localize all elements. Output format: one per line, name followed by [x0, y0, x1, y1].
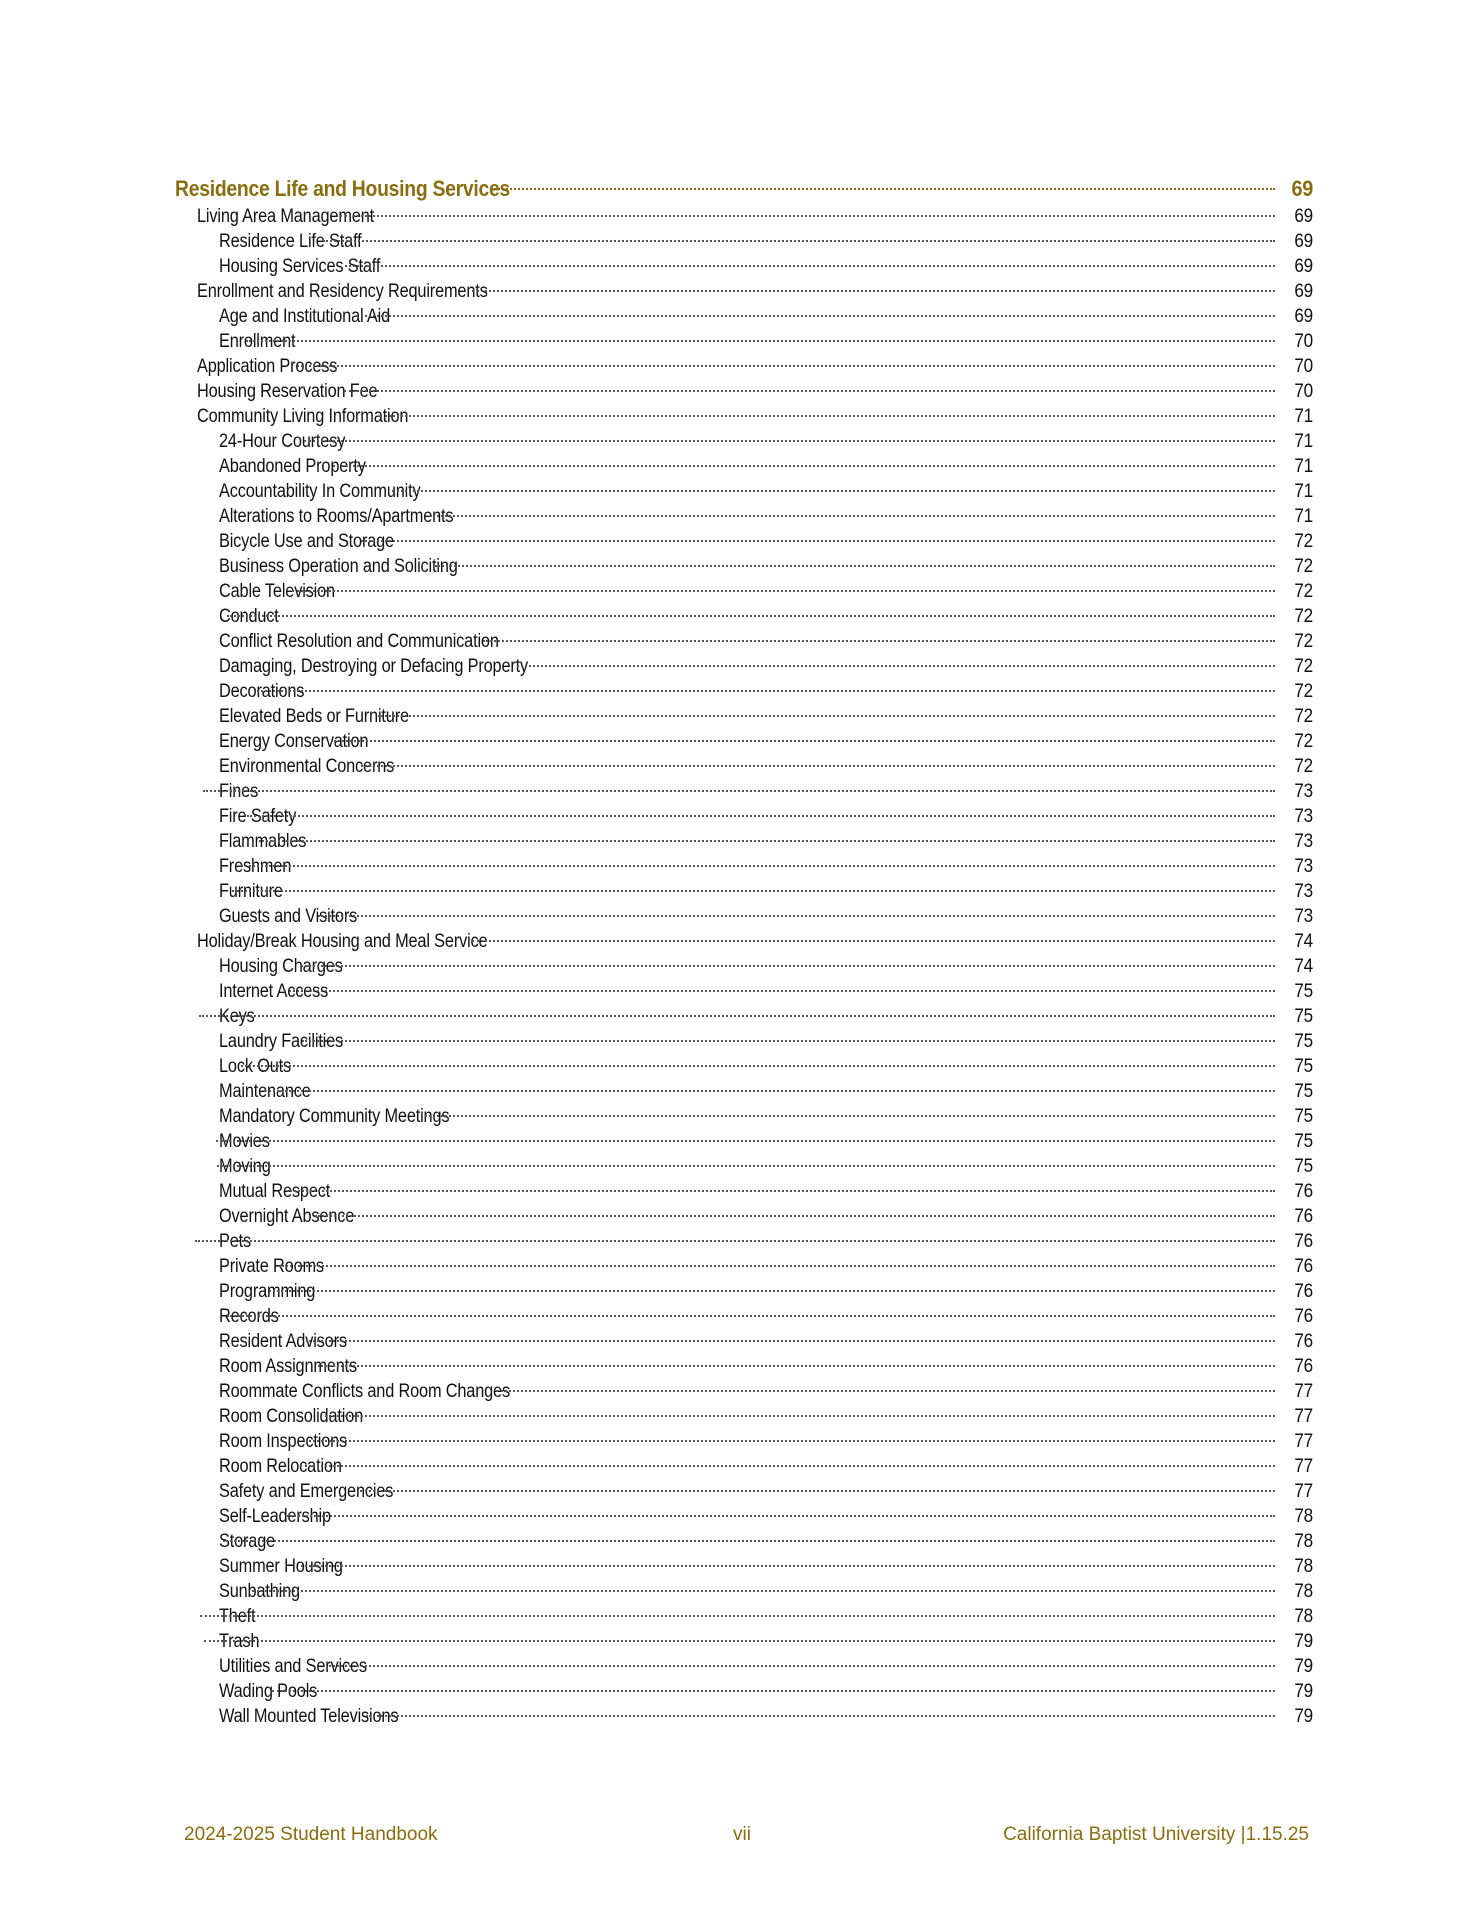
toc-dot-leader [269, 1290, 1275, 1292]
toc-entry-title: Age and Institutional Aid [219, 306, 391, 327]
toc-entry[interactable] [175, 954, 1313, 979]
toc-entry[interactable] [175, 1279, 1313, 1304]
toc-dot-leader [227, 615, 1275, 617]
toc-entry[interactable] [175, 1254, 1313, 1279]
toc-entry-page-number: 76 [1294, 1256, 1313, 1277]
toc-entry[interactable] [175, 254, 1313, 279]
toc-entry-page-number: 71 [1294, 406, 1313, 427]
toc-entry-page-number: 77 [1294, 1481, 1313, 1502]
toc-entry-title: Cable Television [219, 581, 335, 602]
toc-dot-leader [496, 1390, 1275, 1392]
toc-entry-page-number: 78 [1294, 1556, 1313, 1577]
toc-dot-leader [241, 865, 1275, 867]
toc-entry-title: Enrollment [219, 331, 296, 352]
toc-entry-title: Furniture [219, 881, 283, 902]
toc-entry-page-number: 69 [1294, 206, 1313, 227]
toc-entry-title: Damaging, Destroying or Defacing Property [219, 656, 529, 677]
toc-dot-leader [380, 415, 1275, 417]
toc-entry-title: Room Relocation [219, 1456, 342, 1477]
table-of-contents [175, 174, 1313, 1729]
toc-entry[interactable] [175, 1604, 1313, 1629]
toc-entry-title: Mutual Respect [219, 1181, 331, 1202]
toc-entry[interactable] [175, 329, 1313, 354]
toc-entry-title: Community Living Information [197, 406, 409, 427]
toc-dot-leader [340, 215, 1275, 217]
toc-dot-leader [331, 740, 1275, 742]
toc-entry-title: Freshmen [219, 856, 292, 877]
toc-entry-page-number: 78 [1294, 1606, 1313, 1627]
toc-entry[interactable] [175, 404, 1313, 429]
toc-entry-title: Records [219, 1306, 279, 1327]
toc-entry-page-number: 76 [1294, 1281, 1313, 1302]
toc-dot-leader [323, 240, 1275, 242]
toc-dot-leader [344, 390, 1275, 392]
toc-entry-title: Business Operation and Soliciting [219, 556, 458, 577]
toc-entry-title: Programming [219, 1281, 316, 1302]
toc-entry-title: Decorations [219, 681, 305, 702]
toc-dot-leader [425, 1115, 1275, 1117]
toc-entry[interactable] [175, 904, 1313, 929]
toc-entry-page-number: 72 [1294, 681, 1313, 702]
toc-entry-title: Resident Advisors [219, 1331, 347, 1352]
toc-entry-title: Trash [219, 1631, 260, 1652]
toc-entry-page-number: 79 [1294, 1681, 1313, 1702]
toc-dot-leader [430, 515, 1275, 517]
toc-entry-page-number: 73 [1294, 906, 1313, 927]
toc-dot-leader [203, 790, 1275, 792]
toc-entry[interactable] [175, 654, 1313, 679]
toc-dot-leader [345, 265, 1275, 267]
toc-dot-leader [360, 1490, 1275, 1492]
toc-dot-leader [328, 465, 1275, 467]
toc-entry[interactable] [175, 1654, 1313, 1679]
toc-entry-page-number: 77 [1294, 1456, 1313, 1477]
toc-dot-leader [315, 1215, 1275, 1217]
toc-entry-title: Room Assignments [219, 1356, 358, 1377]
toc-dot-leader [366, 1715, 1275, 1717]
toc-entry-page-number: 75 [1294, 1056, 1313, 1077]
toc-entry-page-number: 70 [1294, 331, 1313, 352]
toc-entry[interactable] [175, 529, 1313, 554]
toc-entry[interactable] [175, 1054, 1313, 1079]
toc-entry-page-number: 74 [1294, 956, 1313, 977]
toc-entry-page-number: 79 [1294, 1656, 1313, 1677]
toc-entry[interactable] [175, 1479, 1313, 1504]
toc-entry-page-number: 71 [1294, 506, 1313, 527]
toc-entry[interactable] [175, 1129, 1313, 1154]
toc-entry-title: Laundry Facilities [219, 1031, 344, 1052]
toc-entry-page-number: 70 [1294, 356, 1313, 377]
toc-entry[interactable] [175, 1179, 1313, 1204]
toc-dot-leader [318, 1365, 1275, 1367]
toc-entry-title: Self-Leadership [219, 1506, 331, 1527]
toc-entry[interactable] [175, 829, 1313, 854]
toc-entry-title: Elevated Beds or Furniture [219, 706, 409, 727]
toc-dot-leader [297, 365, 1275, 367]
toc-dot-leader [301, 965, 1275, 967]
toc-entry[interactable] [175, 354, 1313, 379]
toc-entry-title: Wading Pools [219, 1681, 318, 1702]
toc-dot-leader [195, 1240, 1275, 1242]
toc-entry-page-number: 76 [1294, 1331, 1313, 1352]
toc-entry-title: Private Rooms [219, 1256, 324, 1277]
toc-entry-page-number: 71 [1294, 431, 1313, 452]
toc-entry[interactable] [175, 1404, 1313, 1429]
toc-entry[interactable] [175, 1204, 1313, 1229]
toc-entry-title: Abandoned Property [219, 456, 366, 477]
toc-entry[interactable] [175, 979, 1313, 1004]
toc-entry[interactable] [175, 1079, 1313, 1104]
toc-entry-title: Maintenance [219, 1081, 311, 1102]
footer-document-title: 2024-2025 Student Handbook [184, 1824, 438, 1845]
toc-entry-title: Residence Life and Housing Services [175, 176, 511, 201]
toc-entry-title: Pets [219, 1231, 252, 1252]
toc-entry-page-number: 78 [1294, 1581, 1313, 1602]
toc-entry[interactable] [175, 554, 1313, 579]
toc-entry-page-number: 74 [1294, 931, 1313, 952]
toc-entry[interactable] [175, 1679, 1313, 1704]
toc-dot-leader [491, 188, 1275, 190]
toc-entry-page-number: 79 [1294, 1631, 1313, 1652]
toc-entry-title: Wall Mounted Televisions [219, 1706, 399, 1727]
toc-entry-title: Room Inspections [219, 1431, 348, 1452]
toc-entry-title: Keys [219, 1006, 255, 1027]
toc-entry[interactable] [175, 1579, 1313, 1604]
toc-entry-page-number: 73 [1294, 831, 1313, 852]
toc-entry-page-number: 69 [1294, 306, 1313, 327]
toc-dot-leader [356, 315, 1275, 317]
toc-entry-title: Conduct [219, 606, 279, 627]
toc-dot-leader [246, 340, 1275, 342]
toc-dot-leader [318, 915, 1275, 917]
toc-entry-title: Accountability In Community [219, 481, 421, 502]
toc-entry-page-number: 69 [1291, 176, 1313, 201]
toc-entry-page-number: 73 [1294, 881, 1313, 902]
toc-entry-page-number: 76 [1294, 1231, 1313, 1252]
toc-entry-title: 24-Hour Courtesy [219, 431, 346, 452]
toc-entry[interactable] [175, 279, 1313, 304]
footer-page-number: vii [733, 1824, 751, 1845]
toc-entry-page-number: 76 [1294, 1206, 1313, 1227]
toc-entry-title: Flammables [219, 831, 307, 852]
toc-entry[interactable] [175, 1154, 1313, 1179]
toc-entry[interactable] [175, 879, 1313, 904]
toc-entry-page-number: 72 [1294, 656, 1313, 677]
toc-entry[interactable] [175, 1304, 1313, 1329]
toc-entry-page-number: 71 [1294, 481, 1313, 502]
toc-entry-page-number: 69 [1294, 231, 1313, 252]
toc-dot-leader [227, 1315, 1275, 1317]
toc-entry[interactable] [175, 1104, 1313, 1129]
toc-entry-title: Fire Safety [219, 806, 297, 827]
toc-entry[interactable] [175, 304, 1313, 329]
toc-entry-page-number: 71 [1294, 456, 1313, 477]
toc-entry[interactable] [175, 1329, 1313, 1354]
toc-dot-leader [217, 1165, 1275, 1167]
toc-dot-leader [472, 290, 1275, 292]
toc-dot-leader [204, 1640, 1275, 1642]
toc-entry[interactable] [175, 629, 1313, 654]
toc-entry-title: Application Process [197, 356, 338, 377]
page-footer [184, 1824, 1309, 1850]
toc-entry[interactable] [175, 1629, 1313, 1654]
toc-entry[interactable] [175, 1029, 1313, 1054]
toc-entry-title: Alterations to Rooms/Apartments [219, 506, 454, 527]
toc-entry-title: Living Area Management [197, 206, 374, 227]
toc-entry[interactable] [175, 704, 1313, 729]
toc-dot-leader [252, 1590, 1275, 1592]
toc-entry[interactable] [175, 504, 1313, 529]
toc-entry-title: Energy Conservation [219, 731, 369, 752]
toc-entry-page-number: 72 [1294, 756, 1313, 777]
toc-entry-page-number: 72 [1294, 606, 1313, 627]
toc-section-heading[interactable] [175, 174, 1313, 204]
toc-dot-leader [216, 1140, 1275, 1142]
toc-entry-title: Overnight Absence [219, 1206, 355, 1227]
toc-entry[interactable] [175, 479, 1313, 504]
toc-entry[interactable] [175, 1504, 1313, 1529]
toc-entry-title: Safety and Emergencies [219, 1481, 394, 1502]
toc-entry[interactable] [175, 679, 1313, 704]
toc-entry[interactable] [175, 429, 1313, 454]
toc-dot-leader [287, 1515, 1275, 1517]
toc-entry[interactable] [175, 1354, 1313, 1379]
toc-dot-leader [279, 1265, 1275, 1267]
toc-entry-page-number: 75 [1294, 1081, 1313, 1102]
toc-entry-page-number: 72 [1294, 556, 1313, 577]
toc-entry-page-number: 76 [1294, 1306, 1313, 1327]
toc-entry[interactable] [175, 229, 1313, 254]
toc-entry-page-number: 77 [1294, 1431, 1313, 1452]
toc-entry[interactable] [175, 1704, 1313, 1729]
toc-entry[interactable] [175, 1379, 1313, 1404]
toc-entry-page-number: 69 [1294, 256, 1313, 277]
footer-institution-date: California Baptist University |1.15.25 [1003, 1824, 1309, 1845]
toc-entry-page-number: 70 [1294, 381, 1313, 402]
toc-entry-title: Storage [219, 1531, 276, 1552]
toc-entry-title: Lock Outs [219, 1056, 292, 1077]
toc-entry-page-number: 73 [1294, 856, 1313, 877]
toc-entry-title: Room Consolidation [219, 1406, 364, 1427]
toc-dot-leader [392, 490, 1275, 492]
toc-entry-title: Internet Access [219, 981, 329, 1002]
toc-entry-page-number: 76 [1294, 1356, 1313, 1377]
toc-entry-page-number: 72 [1294, 531, 1313, 552]
toc-entry-page-number: 72 [1294, 631, 1313, 652]
toc-dot-leader [304, 440, 1275, 442]
toc-entry[interactable] [175, 204, 1313, 229]
toc-entry-title: Movies [219, 1131, 270, 1152]
toc-dot-leader [247, 815, 1275, 817]
toc-entry[interactable] [175, 1004, 1313, 1029]
toc-dot-leader [199, 1015, 1275, 1017]
toc-dot-leader [264, 1090, 1275, 1092]
toc-dot-leader [272, 1690, 1276, 1692]
toc-entry-title: Roommate Conflicts and Room Changes [219, 1381, 510, 1402]
toc-entry-page-number: 75 [1294, 1156, 1313, 1177]
toc-entry-title: Housing Charges [219, 956, 343, 977]
toc-entry[interactable] [175, 929, 1313, 954]
toc-dot-leader [361, 765, 1275, 767]
toc-entry-title: Holiday/Break Housing and Meal Service [197, 931, 488, 952]
toc-dot-leader [241, 1065, 1275, 1067]
toc-entry-page-number: 78 [1294, 1506, 1313, 1527]
toc-dot-leader [483, 640, 1275, 642]
toc-dot-leader [200, 1615, 1275, 1617]
toc-entry-title: Enrollment and Residency Requirements [197, 281, 488, 302]
toc-entry-page-number: 75 [1294, 1131, 1313, 1152]
toc-entry-page-number: 69 [1294, 281, 1313, 302]
toc-entry-page-number: 73 [1294, 781, 1313, 802]
toc-dot-leader [223, 1540, 1275, 1542]
toc-dot-leader [301, 1565, 1275, 1567]
toc-dot-leader [306, 1340, 1275, 1342]
toc-dot-leader [284, 990, 1275, 992]
toc-entry-title: Environmental Concerns [219, 756, 395, 777]
toc-entry[interactable] [175, 1554, 1313, 1579]
toc-entry-title: Conflict Resolution and Communication [219, 631, 499, 652]
toc-entry[interactable] [175, 754, 1313, 779]
toc-dot-leader [325, 1415, 1275, 1417]
toc-entry-title: Sunbathing [219, 1581, 300, 1602]
toc-dot-leader [232, 890, 1275, 892]
toc-dot-leader [361, 540, 1275, 542]
toc-entry[interactable] [175, 804, 1313, 829]
toc-entry-page-number: 75 [1294, 1006, 1313, 1027]
toc-entry-page-number: 75 [1294, 1031, 1313, 1052]
toc-dot-leader [300, 1465, 1275, 1467]
toc-dot-leader [378, 715, 1275, 717]
toc-dot-leader [329, 1665, 1275, 1667]
toc-entry[interactable] [175, 729, 1313, 754]
toc-entry-title: Housing Services Staff [219, 256, 381, 277]
toc-entry[interactable] [175, 1454, 1313, 1479]
toc-entry[interactable] [175, 854, 1313, 879]
toc-dot-leader [259, 840, 1275, 842]
toc-entry-title: Bicycle Use and Storage [219, 531, 394, 552]
toc-entry-page-number: 72 [1294, 581, 1313, 602]
toc-entry-title: Theft [219, 1606, 256, 1627]
toc-entry-page-number: 72 [1294, 706, 1313, 727]
toc-entry[interactable] [175, 579, 1313, 604]
toc-entry[interactable] [175, 1529, 1313, 1554]
toc-entry-page-number: 77 [1294, 1406, 1313, 1427]
toc-entry-page-number: 75 [1294, 981, 1313, 1002]
toc-entry-page-number: 77 [1294, 1381, 1313, 1402]
toc-dot-leader [287, 1190, 1275, 1192]
toc-entry-page-number: 73 [1294, 806, 1313, 827]
toc-entry-page-number: 78 [1294, 1531, 1313, 1552]
toc-entry-title: Housing Reservation Fee [197, 381, 378, 402]
toc-entry-page-number: 76 [1294, 1181, 1313, 1202]
toc-entry[interactable] [175, 779, 1313, 804]
toc-entry[interactable] [175, 604, 1313, 629]
toc-entry-title: Utilities and Services [219, 1656, 367, 1677]
toc-dot-leader [302, 1040, 1275, 1042]
toc-dot-leader [517, 665, 1275, 667]
toc-entry-title: Fines [219, 781, 259, 802]
toc-entry-page-number: 72 [1294, 731, 1313, 752]
toc-entry-title: Residence Life Staff [219, 231, 362, 252]
toc-entry[interactable] [175, 1229, 1313, 1254]
toc-dot-leader [435, 565, 1275, 567]
toc-dot-leader [306, 1440, 1275, 1442]
toc-entry-title: Summer Housing [219, 1556, 343, 1577]
toc-entry-title: Mandatory Community Meetings [219, 1106, 450, 1127]
toc-entry[interactable] [175, 454, 1313, 479]
toc-entry-title: Guests and Visitors [219, 906, 358, 927]
toc-entry-title: Moving [219, 1156, 271, 1177]
toc-entry-page-number: 75 [1294, 1106, 1313, 1127]
toc-entry[interactable] [175, 1429, 1313, 1454]
toc-entry[interactable] [175, 379, 1313, 404]
toc-dot-leader [472, 940, 1275, 942]
toc-dot-leader [257, 690, 1275, 692]
toc-entry-page-number: 79 [1294, 1706, 1313, 1727]
toc-dot-leader [292, 590, 1275, 592]
